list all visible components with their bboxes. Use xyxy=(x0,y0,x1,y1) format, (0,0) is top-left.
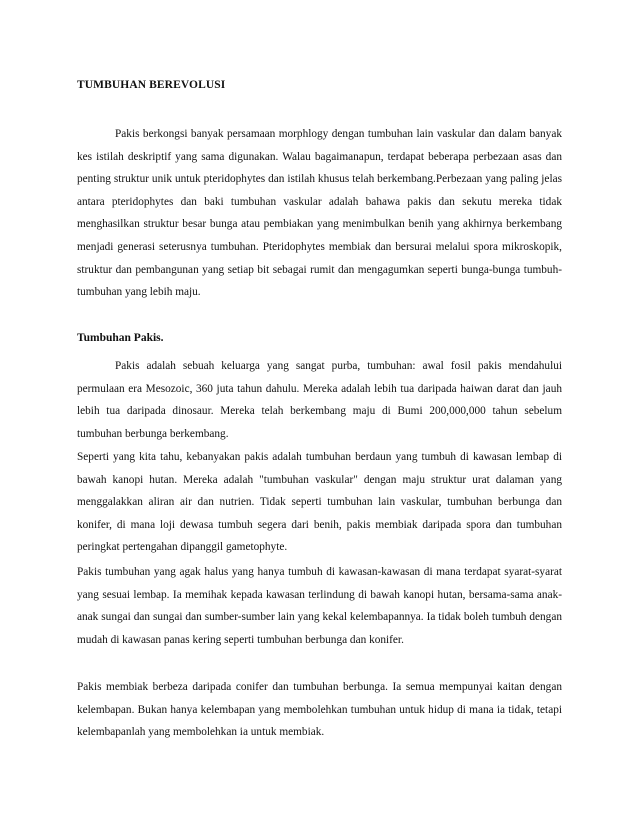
paragraph-fern-history: Pakis adalah sebuah keluarga yang sangat purba, tumbuhan: awal fosil pakis mendahului permulaan era Mesozoic, 360 juta tahun dahulu. Mereka adalah lebih tua daripada haiwan darat dan jauh lebih tua daripada dinosaur. Mereka telah berkembang maju di Bumi 200,000,000 tahun sebelum tumbuhan berbunga berkembang. xyxy=(77,360,562,440)
paragraph-fern-habitat: Seperti yang kita tahu, kebanyakan pakis adalah tumbuhan berdaun yang tumbuh di kawasan lembap di bawah kanopi hutan. Mereka adalah "tumbuhan vaskular" dengan maju struktur urat dalaman yang menggalakkan aliran air dan nutrien. Tidak seperti tumbuhan lain vaskular, tumbuhan berbunga dan konifer, di mana loji dewasa tumbuh segera dari benih, pakis membiak daripada spora dan tumbuhan peringkat pertengahan dipanggil gametophyte. xyxy=(77,451,562,554)
document-title: TUMBUHAN BEREVOLUSI xyxy=(77,79,226,91)
section-heading: Tumbuhan Pakis. xyxy=(77,332,164,344)
paragraph-fern-reproduction: Pakis membiak berbeza daripada conifer dan tumbuhan berbunga. Ia semua mempunyai kaitan dengan kelembapan. Bukan hanya kelembapan yang membolehkan tumbuhan untuk hidup di mana ia tidak, tetapi kelembapanlah yang membolehkan ia untuk membiak. xyxy=(77,681,562,739)
paragraph-fern-conditions: Pakis tumbuhan yang agak halus yang hanya tumbuh di kawasan-kawasan di mana terdapat syarat-syarat yang sesuai lembap. Ia memihak kepada kawasan terlindung di bawah kanopi hutan, bersama-sama anak-anak sungai dan sungai dan sumber-sumber lain yang kekal kelembapannya. Ia tidak boleh tumbuh dengan mudah di kawasan panas kering seperti tumbuhan berbunga dan konifer. xyxy=(77,566,562,646)
intro-paragraph: Pakis berkongsi banyak persamaan morphlogy dengan tumbuhan lain vaskular dan dalam banyak kes istilah deskriptif yang sama digunakan. Walau bagaimanapun, terdapat beberapa perbezaan asas dan penting struktur unik untuk pteridophytes dan istilah khusus telah berkembang.Perbezaan yang paling jelas antara pteridophytes dan baki tumbuhan vaskular adalah bahawa pakis dan sekutu mereka tidak menghasilkan struktur besar bunga atau pembiakan yang menimbulkan benih yang akhirnya berkembang menjadi generasi seterusnya tumbuhan. Pteridophytes membiak dan bersurai melalui spora mikroskopik, struktur dan pembangunan yang setiap bit sebagai rumit dan mengagumkan seperti bunga-bunga tumbuh-tumbuhan yang lebih maju. xyxy=(77,128,562,299)
